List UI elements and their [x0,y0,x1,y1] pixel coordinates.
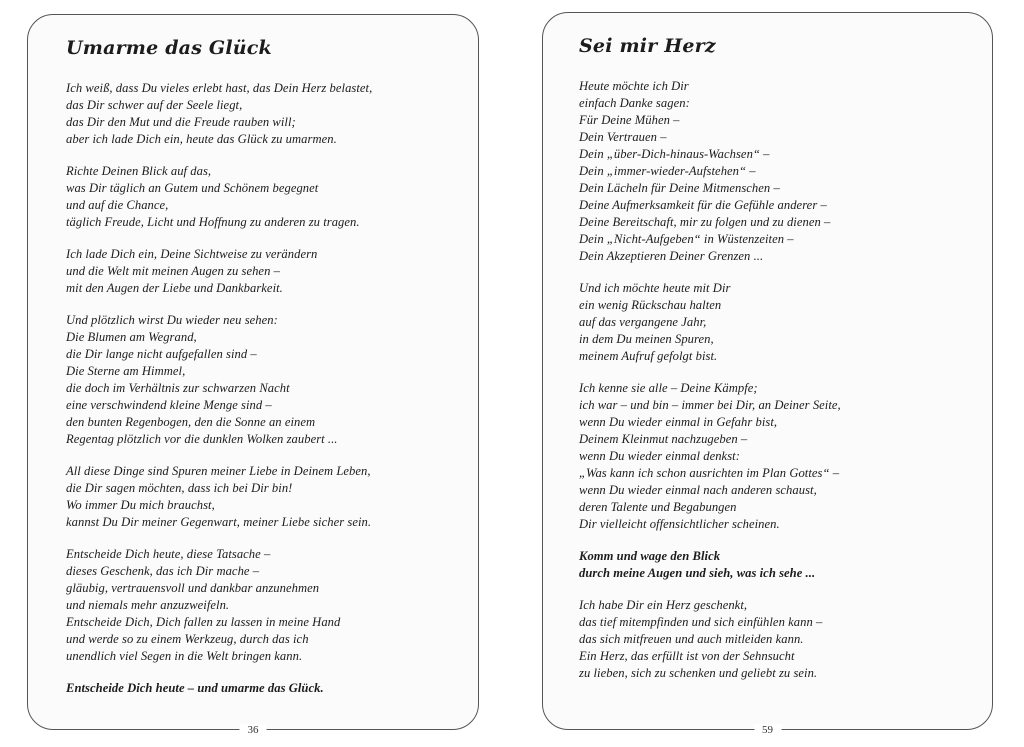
poem-line: Ich lade Dich ein, Deine Sichtweise zu verändern [66,247,318,261]
poem-line: Dein Lächeln für Deine Mitmenschen – [579,181,780,195]
poem-body [66,80,466,697]
poem-line: Entscheide Dich, Dich fallen zu lassen in meine Hand [66,615,341,629]
poem-line: Komm und wage den Blick [579,549,721,563]
poem-line: auf das vergangene Jahr, [579,315,707,329]
poem-line: dieses Geschenk, das ich Dir mache – [66,564,260,578]
poem-stanza [579,597,979,682]
poem-line: Wo immer Du mich brauchst, [66,498,215,512]
poem-line: wenn Du wieder einmal denkst: [579,449,740,463]
poem-line: Die Sterne am Himmel, [66,364,186,378]
poem-line: in dem Du meinen Spuren, [579,332,714,346]
poem-line: Deinem Kleinmut nachzugeben – [579,432,748,446]
poem-line: den bunten Regenbogen, den die Sonne an einem [66,415,316,429]
poem-line: Richte Deinen Blick auf das, [66,164,212,178]
poem-line: Dein Akzeptieren Deiner Grenzen ... [579,249,764,263]
poem-line: unendlich viel Segen in die Welt bringen kann. [66,649,303,663]
poem-line: wenn Du wieder einmal nach anderen schaust, [579,483,817,497]
poem-line: Entscheide Dich heute, diese Tatsache – [66,547,271,561]
poem-stanza [66,80,466,148]
poem-stanza [579,78,979,265]
poem-line: die Dir sagen möchten, dass ich bei Dir bin! [66,481,293,495]
poem-body [579,78,979,682]
poem-line: Dein „Nicht-Aufgeben“ in Wüstenzeiten – [579,232,794,246]
poem-line: und werde so zu einem Werkzeug, durch das ich [66,632,309,646]
poem-line: Und ich möchte heute mit Dir [579,281,731,295]
poem-line: die Dir lange nicht aufgefallen sind – [66,347,257,361]
poem-line: Deine Bereitschaft, mir zu folgen und zu dienen – [579,215,831,229]
right-page-content [579,35,979,697]
poem-line: Entscheide Dich heute – und umarme das Glück. [66,681,324,695]
poem-line: Dein „immer-wieder-Aufstehen“ – [579,164,756,178]
poem-stanza [66,463,466,531]
poem-line: und die Welt mit meinen Augen zu sehen – [66,264,280,278]
poem-line: durch meine Augen und sieh, was ich sehe ... [579,566,816,580]
right-page [542,12,993,736]
poem-line: gläubig, vertrauensvoll und dankbar anzunehmen [66,581,320,595]
page-number: 36 [240,724,267,736]
poem-line: „Was kann ich schon ausrichten im Plan Gottes“ – [579,466,840,480]
poem-line: Ich kenne sie alle – Deine Kämpfe; [579,381,758,395]
poem-stanza [66,246,466,297]
poem-line: einfach Danke sagen: [579,96,690,110]
poem-line: Ein Herz, das erfüllt ist von der Sehnsucht [579,649,795,663]
poem-line: kannst Du Dir meiner Gegenwart, meiner Liebe sicher sein. [66,515,372,529]
poem-stanza [66,163,466,231]
page-title: Sei mir Herz [579,35,716,57]
poem-line: meinem Aufruf gefolgt bist. [579,349,718,363]
poem-line: All diese Dinge sind Spuren meiner Liebe in Deinem Leben, [66,464,371,478]
poem-line: mit den Augen der Liebe und Dankbarkeit. [66,281,283,295]
poem-line: das Dir schwer auf der Seele liegt, [66,98,243,112]
poem-line: Dein „über-Dich-hinaus-Wachsen“ – [579,147,770,161]
left-page-content [66,37,466,712]
poem-line: wenn Du wieder einmal in Gefahr bist, [579,415,778,429]
poem-stanza [579,280,979,365]
poem-line: Die Blumen am Wegrand, [66,330,197,344]
poem-line: zu lieben, sich zu schenken und geliebt zu sein. [579,666,818,680]
poem-line: eine verschwindend kleine Menge sind – [66,398,272,412]
poem-line: ich war – und bin – immer bei Dir, an Deiner Seite, [579,398,841,412]
poem-line: Dein Vertrauen – [579,130,667,144]
poem-line: das tief mitempfinden und sich einfühlen kann – [579,615,823,629]
poem-line: täglich Freude, Licht und Hoffnung zu anderen zu tragen. [66,215,360,229]
poem-line: und auf die Chance, [66,198,169,212]
poem-line: was Dir täglich an Gutem und Schönem begegnet [66,181,319,195]
poem-line: die doch im Verhältnis zur schwarzen Nacht [66,381,290,395]
poem-stanza [66,312,466,448]
page-number: 59 [754,724,781,736]
poem-stanza [66,546,466,665]
poem-line: ein wenig Rückschau halten [579,298,722,312]
poem-line: das sich mitfreuen und auch mitleiden kann. [579,632,804,646]
poem-line: das Dir den Mut und die Freude rauben will; [66,115,296,129]
poem-line: Heute möchte ich Dir [579,79,689,93]
poem-stanza [579,380,979,533]
poem-line: Deine Aufmerksamkeit für die Gefühle anderer – [579,198,827,212]
poem-stanza [579,548,979,582]
poem-line: Ich weiß, dass Du vieles erlebt hast, das Dein Herz belastet, [66,81,373,95]
poem-line: Für Deine Mühen – [579,113,680,127]
poem-line: Ich habe Dir ein Herz geschenkt, [579,598,748,612]
poem-line: Dir vielleicht offensichtlicher scheinen. [579,517,780,531]
poem-line: aber ich lade Dich ein, heute das Glück zu umarmen. [66,132,337,146]
left-page [27,14,479,736]
poem-line: Regentag plötzlich vor die dunklen Wolken zaubert ... [66,432,338,446]
page-title: Umarme das Glück [66,37,272,59]
poem-line: und niemals mehr anzuzweifeln. [66,598,230,612]
poem-line: Und plötzlich wirst Du wieder neu sehen: [66,313,278,327]
poem-stanza [66,680,466,697]
poem-line: deren Talente und Begabungen [579,500,737,514]
